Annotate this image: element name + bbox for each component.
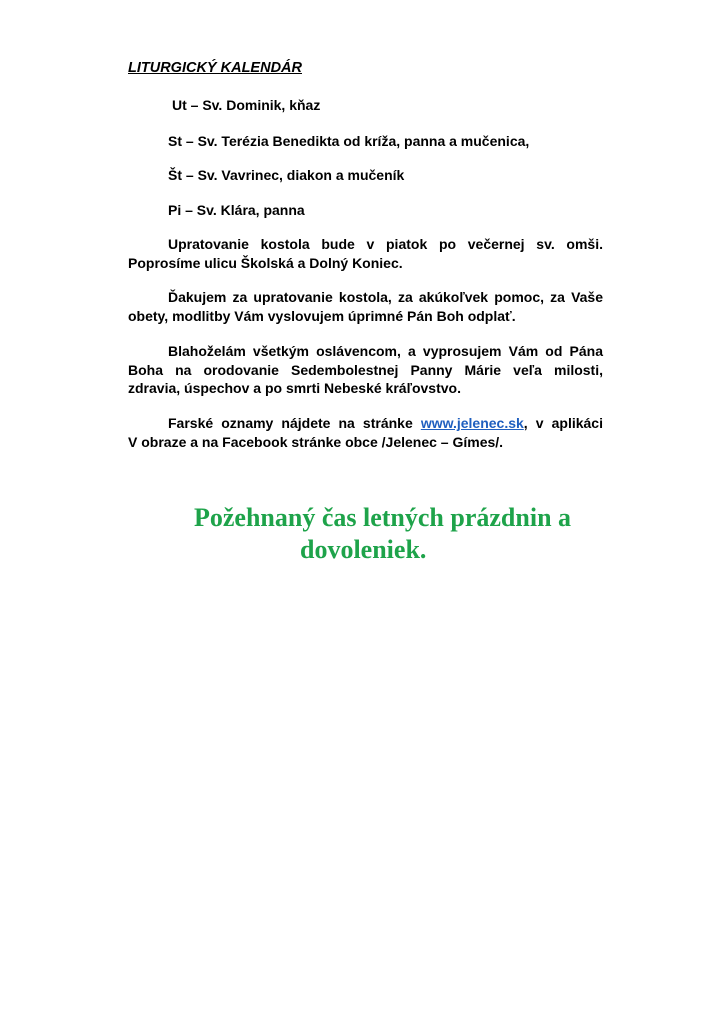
cleaning-line-1: Upratovanie kostola bude v piatok po večernej sv. omši. <box>168 236 603 252</box>
thanks-line-1: Ďakujem za upratovanie kostola, za akúkoľvek pomoc, za Vaše <box>168 289 603 305</box>
announcements-paragraph <box>128 414 603 451</box>
calendar-entry-friday: Pi – Sv. Klára, panna <box>168 202 305 218</box>
thanks-line-2: obety, modlitby Vám vyslovujem úprimné Pán Boh odplať. <box>128 307 516 324</box>
thanks-paragraph <box>128 288 603 325</box>
wishes-paragraph <box>128 342 603 398</box>
calendar-entry-thursday: Št – Sv. Vavrinec, diakon a mučeník <box>168 167 405 183</box>
announcements-line-1 <box>128 414 603 433</box>
calendar-entry-wednesday: St – Sv. Terézia Benedikta od kríža, panna a mučenica, <box>168 133 530 149</box>
wishes-line-2: Boha na orodovanie Sedembolestnej Panny Márie veľa milosti, <box>128 361 603 378</box>
wishes-line-1: Blahoželám všetkým oslávencom, a vyprosujem Vám od Pána <box>168 343 603 359</box>
announcements-suffix: , v aplikáci <box>523 415 603 431</box>
closing-line-1: Požehnaný čas letných prázdnin a <box>194 503 572 532</box>
cleaning-line-2: Poprosíme ulicu Školská a Dolný Koniec. <box>128 254 403 271</box>
wishes-line-3: zdravia, úspechov a po smrti Nebeské kráľovstvo. <box>128 380 461 396</box>
announcements-line-2: V obraze a na Facebook stránke obce /Jelenec – Gímes/. <box>128 433 504 450</box>
website-link[interactable]: www.jelenec.sk <box>420 415 524 431</box>
cleaning-paragraph <box>128 235 603 272</box>
announcements-prefix: Farské oznamy nájdete na stránke <box>168 415 413 431</box>
page-title: LITURGICKÝ KALENDÁR <box>128 60 302 76</box>
calendar-entry-tuesday: Ut – Sv. Dominik, kňaz <box>172 97 321 113</box>
closing-line-2: dovoleniek. <box>300 535 427 564</box>
